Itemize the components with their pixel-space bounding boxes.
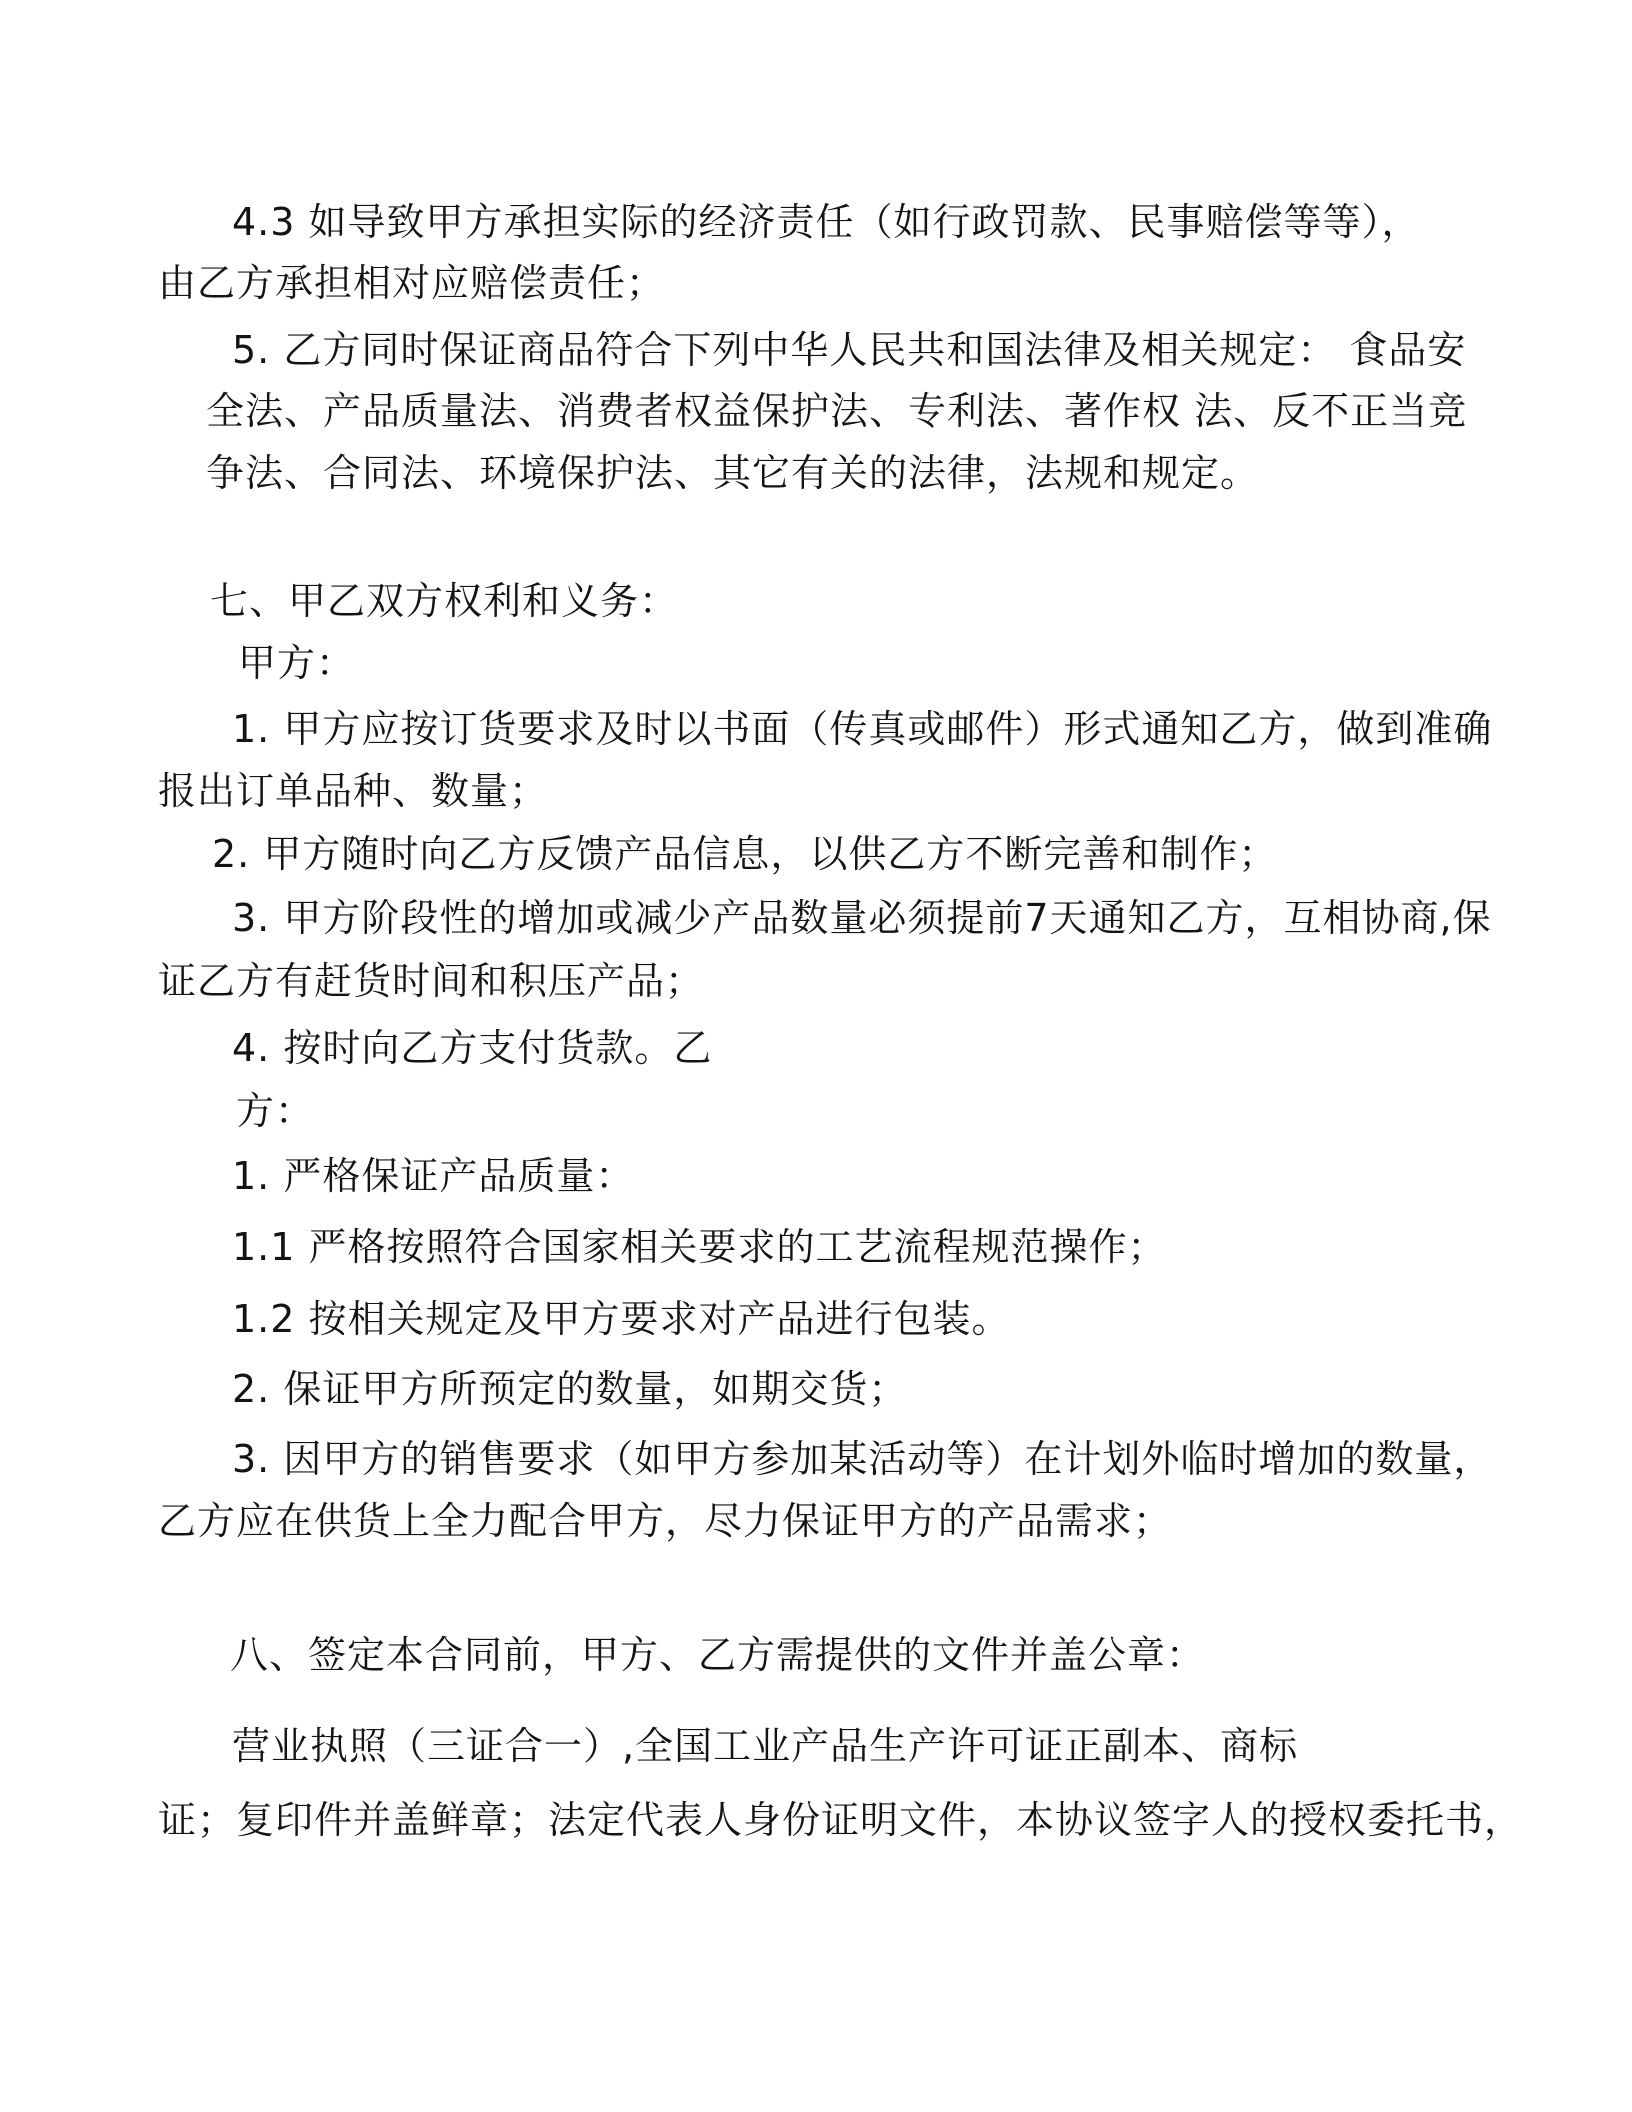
party-a-item-1-line-2: 报出订单品种、数量；	[158, 769, 549, 813]
party-b-item-1-2: 1.2 按相关规定及甲方要求对产品进行包装。	[232, 1297, 1011, 1341]
party-a-item-4: 4. 按时向乙方支付货款。乙	[232, 1026, 713, 1070]
party-a-heading: 甲方：	[238, 641, 356, 685]
section-7-heading: 七、甲乙双方权利和义务：	[210, 579, 679, 623]
party-b-item-2: 2. 保证甲方所预定的数量，如期交货；	[232, 1367, 908, 1411]
party-b-item-3-line-1: 3. 因甲方的销售要求（如甲方参加某活动等）在计划外临时增加的数量，	[232, 1437, 1493, 1481]
clause-4-3-line-1: 4.3 如导致甲方承担实际的经济责任（如行政罚款、民事赔偿等等），	[232, 200, 1421, 244]
section-8-body-line-2: 证；复印件并盖鲜章；法定代表人身份证明文件，本协议签字人的授权委托书，	[158, 1798, 1524, 1842]
party-b-item-3-line-2: 乙方应在供货上全力配合甲方，尽力保证甲方的产品需求；	[158, 1499, 1173, 1543]
party-a-item-1-line-1: 1. 甲方应按订货要求及时以书面（传真或邮件）形式通知乙方，做到准确	[232, 707, 1493, 751]
party-a-item-3-line-2: 证乙方有赶货时间和积压产品；	[158, 959, 705, 1003]
section-8-heading: 八、签定本合同前，甲方、乙方需提供的文件并盖公章：	[230, 1633, 1206, 1677]
clause-5-line-1: 5. 乙方同时保证商品符合下列中华人民共和国法律及相关规定： 食品安	[232, 328, 1467, 372]
clause-5-line-3: 争法、合同法、环境保护法、其它有关的法律，法规和规定。	[206, 451, 1260, 495]
party-a-item-2: 2. 甲方随时向乙方反馈产品信息，以供乙方不断完善和制作；	[212, 832, 1278, 876]
party-b-item-1: 1. 严格保证产品质量：	[232, 1154, 635, 1198]
section-8-body-line-1: 营业执照（三证合一）,全国工业产品生产许可证正副本、商标	[232, 1724, 1299, 1768]
party-b-heading: 方：	[236, 1089, 315, 1133]
party-b-item-1-1: 1.1 严格按照符合国家相关要求的工艺流程规范操作；	[232, 1225, 1167, 1269]
party-a-item-3-line-1: 3. 甲方阶段性的增加或减少产品数量必须提前7天通知乙方，互相协商,保	[232, 896, 1492, 940]
clause-5-line-2: 全法、产品质量法、消费者权益保护法、专利法、著作权 法、反不正当竞	[206, 389, 1468, 433]
clause-4-3-line-2: 由乙方承担相对应赔偿责任；	[158, 261, 666, 305]
